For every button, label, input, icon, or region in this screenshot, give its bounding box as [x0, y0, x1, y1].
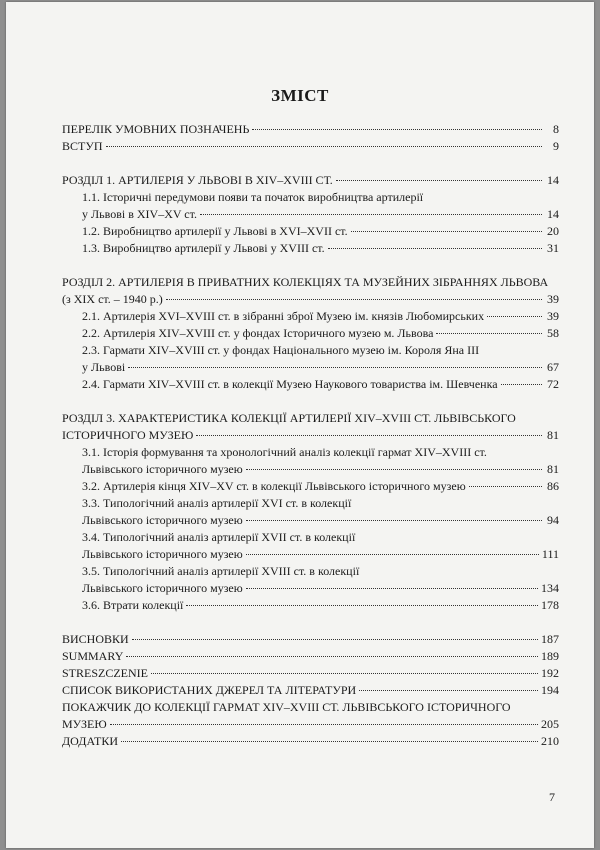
toc-page-number: 14: [547, 173, 559, 187]
dot-leader: [128, 367, 542, 368]
toc-page-number: 39: [547, 309, 559, 323]
dot-leader: [121, 741, 538, 742]
toc-entry-section-3-4[interactable]: [62, 529, 559, 563]
toc-page-number: 134: [541, 581, 559, 595]
toc-entry-text-line: 3.1. Історія формування та хронологічний аналіз колекції гармат XIV–XVIII ст.: [82, 445, 487, 459]
dot-leader: [469, 486, 542, 487]
toc-entry-text: Львівського історичного музею: [82, 462, 243, 476]
toc-entry-text: ВСТУП: [62, 139, 103, 153]
spacer: [62, 393, 559, 410]
toc-entry-text-line: ПОКАЖЧИК ДО КОЛЕКЦІЇ ГАРМАТ XIV–XVIII СТ. ЛЬВІВСЬКОГО ІСТОРИЧНОГО: [62, 700, 511, 714]
toc-page-number: 94: [547, 513, 559, 527]
page-title: ЗМІСТ: [271, 86, 329, 105]
toc-page-number: 178: [541, 598, 559, 612]
dot-leader: [501, 384, 542, 385]
toc-page-number: 81: [547, 428, 559, 442]
toc-entry-section-3-2[interactable]: [62, 478, 559, 495]
toc-page-number: 81: [547, 462, 559, 476]
dot-leader: [246, 469, 542, 470]
toc-page-number: 86: [547, 479, 559, 493]
toc-entry-text: у Львові: [82, 360, 126, 374]
toc-entry-text-line: 1.1. Історичні передумови появи та початок виробництва артилерії: [82, 190, 424, 204]
toc-entry-text: 1.3. Виробництво артилерії у Львові у XVIII ст.: [82, 241, 325, 255]
toc-page-number: 8: [553, 122, 559, 136]
toc-entry-text-line: 3.5. Типологічний аналіз артилерії XVIII ст. в колекції: [82, 564, 360, 578]
toc-entry-text: SUMMARY: [62, 649, 124, 663]
toc-page-number: 210: [541, 734, 559, 748]
document-page: [6, 2, 594, 848]
toc-entry-text-line: РОЗДІЛ 3. ХАРАКТЕРИСТИКА КОЛЕКЦІЇ АРТИЛЕРІЇ XIV–XVIII СТ. ЛЬВІВСЬКОГО: [62, 411, 516, 425]
toc-page-number: 9: [553, 139, 559, 153]
dot-leader: [246, 520, 542, 521]
dot-leader: [186, 605, 538, 606]
toc-entry-abbreviations[interactable]: [62, 121, 559, 138]
toc-entry-text-line: 3.4. Типологічний аналіз артилерії XVII ст. в колекції: [82, 530, 356, 544]
toc-entry-text: Львівського історичного музею: [82, 547, 243, 561]
toc-entry-section-2-3[interactable]: [62, 342, 559, 376]
toc-entry-section-2-4[interactable]: [62, 376, 559, 393]
toc-entry-text-line: РОЗДІЛ 2. АРТИЛЕРІЯ В ПРИВАТНИХ КОЛЕКЦІЯХ ТА МУЗЕЙНИХ ЗІБРАННЯХ ЛЬВОВА: [62, 275, 549, 289]
toc-entry-text: Львівського історичного музею: [82, 581, 243, 595]
toc-entry-text: 2.1. Артилерія XVI–XVIII ст. в зібранні зброї Музею ім. князів Любомирських: [82, 309, 485, 323]
dot-leader: [246, 554, 539, 555]
toc-entry-chapter-2[interactable]: [62, 274, 559, 308]
toc-entry-text: ІСТОРИЧНОГО МУЗЕЮ: [62, 428, 194, 442]
toc-page-number: 111: [541, 547, 559, 561]
toc-entry-streszczenie[interactable]: [62, 665, 559, 682]
toc-page-number: 189: [541, 649, 559, 663]
toc-entry-section-2-1[interactable]: [62, 308, 559, 325]
toc-page-number: 72: [547, 377, 559, 391]
toc-entry-section-2-2[interactable]: [62, 325, 559, 342]
spacer: [62, 614, 559, 631]
toc-page-number: 67: [547, 360, 559, 374]
dot-leader: [132, 639, 538, 640]
toc-entry-summary[interactable]: [62, 648, 559, 665]
toc-entry-section-3-1[interactable]: [62, 444, 559, 478]
dot-leader: [246, 588, 538, 589]
spacer: [62, 155, 559, 172]
toc-entry-text-line: 2.3. Гармати XIV–XVIII ст. у фондах Національного музею ім. Короля Яна III: [82, 343, 480, 357]
dot-leader: [336, 180, 542, 181]
toc-entry-section-1-2[interactable]: [62, 223, 559, 240]
toc-entry-chapter-1[interactable]: [62, 172, 559, 189]
toc-page-number: 14: [547, 207, 559, 221]
dot-leader: [359, 690, 538, 691]
page-number: 7: [549, 790, 555, 804]
toc-entry-text: 3.2. Артилерія кінця XIV–XV ст. в колекції Львівського історичного музею: [82, 479, 466, 493]
dot-leader: [110, 724, 538, 725]
dot-leader: [106, 146, 543, 147]
dot-leader: [487, 316, 542, 317]
toc-entry-text: STRESZCZENIE: [62, 666, 148, 680]
dot-leader: [151, 673, 538, 674]
dot-leader: [126, 656, 538, 657]
dot-leader: [436, 333, 542, 334]
dot-leader: [351, 231, 542, 232]
toc-entry-text: (з XIX ст. – 1940 р.): [62, 292, 163, 306]
toc-entry-text: МУЗЕЮ: [62, 717, 107, 731]
toc-entry-section-1-3[interactable]: [62, 240, 559, 257]
toc-entry-text: ВИСНОВКИ: [62, 632, 129, 646]
toc-entry-text: ДОДАТКИ: [62, 734, 119, 748]
dot-leader: [166, 299, 542, 300]
toc-page-number: 205: [541, 717, 559, 731]
dot-leader: [200, 214, 542, 215]
toc-page-number: 194: [541, 683, 559, 697]
toc-entry-text-line: 3.3. Типологічний аналіз артилерії XVI ст. в колекції: [82, 496, 352, 510]
toc-page-number: 192: [541, 666, 559, 680]
toc-entry-conclusions[interactable]: [62, 631, 559, 648]
toc-entry-index[interactable]: [62, 699, 559, 733]
toc-entry-text: у Львові в XIV–XV ст.: [82, 207, 197, 221]
toc-entry-section-3-6[interactable]: [62, 597, 559, 614]
toc-entry-text: СПИСОК ВИКОРИСТАНИХ ДЖЕРЕЛ ТА ЛІТЕРАТУРИ: [62, 683, 357, 697]
toc-entry-appendices[interactable]: [62, 733, 559, 750]
spacer: [62, 257, 559, 274]
toc-entry-section-3-5[interactable]: [62, 563, 559, 597]
dot-leader: [196, 435, 542, 436]
toc-entry-text: 2.4. Гармати XIV–XVIII ст. в колекції Музею Наукового товариства ім. Шевченка: [82, 377, 498, 391]
toc-entry-text: 3.6. Втрати колекції: [82, 598, 184, 612]
table-of-contents: [62, 121, 559, 750]
toc-page-number: 20: [547, 224, 559, 238]
toc-entry-text: РОЗДІЛ 1. АРТИЛЕРІЯ У ЛЬВОВІ В XIV–XVIII СТ.: [62, 173, 333, 187]
toc-page-number: 187: [541, 632, 559, 646]
dot-leader: [328, 248, 542, 249]
dot-leader: [252, 129, 542, 130]
toc-entry-chapter-3[interactable]: [62, 410, 559, 444]
toc-entry-sources[interactable]: [62, 682, 559, 699]
toc-entry-text: 2.2. Артилерія XIV–XVIII ст. у фондах Історичного музею м. Львова: [82, 326, 434, 340]
toc-entry-section-1-1[interactable]: [62, 189, 559, 223]
toc-page-number: 31: [547, 241, 559, 255]
toc-entry-text: ПЕРЕЛІК УМОВНИХ ПОЗНАЧЕНЬ: [62, 122, 250, 136]
toc-entry-text: Львівського історичного музею: [82, 513, 243, 527]
toc-entry-text: 1.2. Виробництво артилерії у Львові в XVI–XVII ст.: [82, 224, 348, 238]
toc-page-number: 58: [547, 326, 559, 340]
toc-entry-intro[interactable]: [62, 138, 559, 155]
toc-entry-section-3-3[interactable]: [62, 495, 559, 529]
toc-page-number: 39: [547, 292, 559, 306]
